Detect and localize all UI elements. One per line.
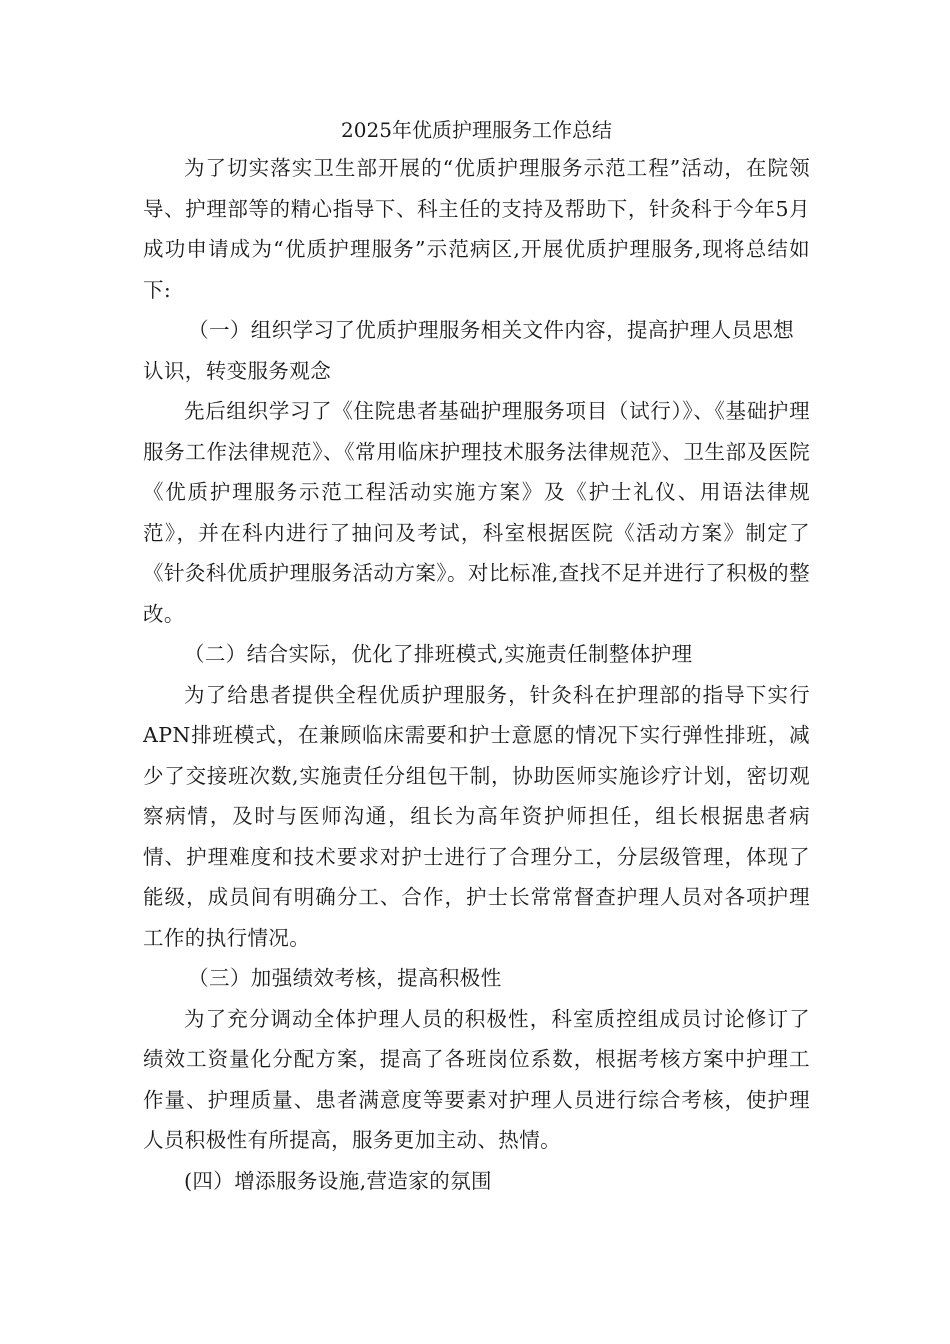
section-2-heading: （二）结合实际，优化了排班模式,实施责任制整体护理: [184, 642, 693, 666]
section-1-body: 先后组织学习了《住院患者基础护理服务项目（试行）》、《基础护理服务工作法律规范》、《常用临床护理技术服务法律规范》、卫生部及医院《优质护理服务示范工程活动实施方案》及《护士礼仪、用语法律规范》，并在科内进行了抽问及考试，科室根据医院《活动方案》制定了《针灸科优质护理服务活动方案》。对比标准,查找不足并进行了积极的整改。: [143, 399, 810, 626]
section-1-heading: （一）组织学习了优质护理服务相关文件内容，提高护理人员思想认识，转变服务观念: [143, 318, 795, 383]
intro-paragraph: 为了切实落实卫生部开展的“优质护理服务示范工程”活动，在院领导、护理部等的精心指导下、科主任的支持及帮助下，针灸科于今年5月成功申请成为“优质护理服务”示范病区,开展优质护理服务,现将总结如下:: [143, 156, 810, 302]
section-3-body: 为了充分调动全体护理人员的积极性，科室质控组成员讨论修订了绩效工资量化分配方案，提高了各班岗位系数，根据考核方案中护理工作量、护理质量、患者满意度等要素对护理人员进行综合考核，使护理人员积极性有所提高，服务更加主动、热情。: [143, 1006, 810, 1152]
document-body: [143, 112, 810, 1201]
section-3-heading: （三）加强绩效考核，提高积极性: [188, 966, 502, 990]
section-4-heading: (四）增添服务设施,营造家的氛围: [184, 1168, 492, 1193]
section-2-body: 为了给患者提供全程优质护理服务，针灸科在护理部的指导下实行APN排班模式，在兼顾临床需要和护士意愿的情况下实行弹性排班，减少了交接班次数,实施责任分组包干制，协助医师实施诊疗计划，密切观察病情，及时与医师沟通，组长为高年资护师担任，组长根据患者病情、护理难度和技术要求对护士进行了合理分工，分层级管理，体现了能级，成员间有明确分工、合作，护士长常常督查护理人员对各项护理工作的执行情况。: [143, 682, 810, 950]
document-title: 2025年优质护理服务工作总结: [341, 118, 612, 142]
